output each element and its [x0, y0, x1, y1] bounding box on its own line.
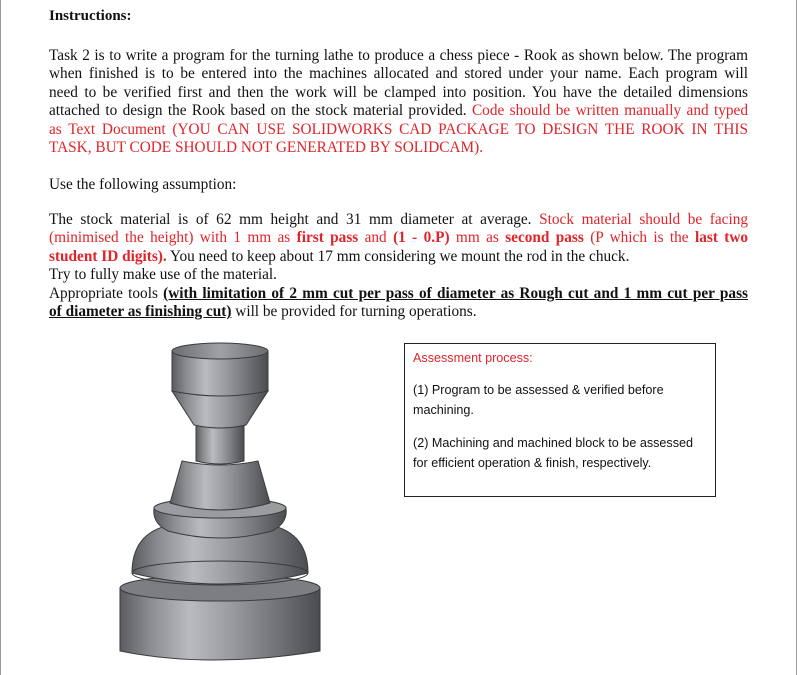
assessment-item-2-line-1: (2) Machining and machined block to be assessed	[413, 436, 694, 450]
stock-line-1-text: The stock material is of 62 mm height and 31 mm diameter at average.	[49, 211, 532, 228]
stock-line-3-text: You need to keep about 17 mm considering we mount the rod in the chuck.	[170, 247, 630, 265]
second-pass-label: second pass	[505, 229, 584, 247]
stock-line-5-text: Appropriate tools	[49, 284, 158, 302]
assessment-item-1	[413, 380, 707, 420]
last-two-label: last two	[694, 229, 749, 247]
stock-line-1	[49, 211, 748, 229]
task-line-4	[49, 102, 748, 120]
stock-line-2-a: (minimised the height) with 1 mm as	[49, 229, 291, 247]
stock-line-4: Try to fully make use of the material.	[49, 266, 277, 284]
assessment-item-2	[413, 433, 707, 473]
assumption-intro	[49, 176, 748, 194]
stock-paragraph	[49, 211, 748, 321]
task-line-3: need to be verified first and then the work will be clamped into position. You have the detailed dimensions	[49, 83, 748, 101]
assessment-title: Assessment process:	[413, 351, 533, 365]
rook-chess-piece-image	[110, 333, 330, 668]
assessment-box	[404, 343, 716, 497]
stock-line-2-b: and	[364, 229, 387, 247]
stock-line-3	[49, 248, 748, 266]
task-paragraph	[49, 47, 748, 157]
stock-line-2-d: (P which is the	[590, 229, 689, 247]
task-line-4-text: attached to design the Rook based on the stock material provided.	[49, 102, 467, 120]
assessment-item-2-line-2: for efficient operation & finish, respectively.	[413, 456, 652, 470]
student-id-digits: student ID digits).	[49, 247, 167, 265]
assessment-item-1-line-2: machining.	[413, 403, 474, 417]
assumption-intro-text: Use the following assumption:	[49, 176, 237, 193]
stock-line-2	[49, 229, 748, 247]
stock-line-6-text: will be provided for turning operations.	[235, 303, 477, 321]
second-pass-formula: (1 - 0.P)	[393, 229, 450, 247]
page-border-left	[0, 0, 1, 675]
stock-line-6	[49, 303, 748, 321]
stock-line-2-c: mm as	[455, 229, 499, 247]
task-line-4-red: Code should be written manually and typed	[471, 102, 748, 120]
instructions-heading: Instructions:	[49, 8, 132, 24]
task-line-2: when finished is to be entered into the machines allocated and stored under your name. Each program will	[49, 65, 748, 83]
stock-line-5	[49, 285, 748, 303]
task-line-5: as Text Document (YOU CAN USE SOLIDWORKS CAD PACKAGE TO DESIGN THE ROOK IN THIS	[49, 120, 748, 138]
tool-limitation-1: (with limitation of 2 mm cut per pass of diameter as Rough cut and 1 mm cut per pass	[163, 284, 748, 302]
first-pass-label: first pass	[296, 229, 359, 247]
task-line-6: TASK, BUT CODE SHOULD NOT GENERATED BY SOLIDCAM).	[49, 139, 484, 157]
stock-line-1-red: Stock material should be facing	[539, 211, 748, 228]
tool-limitation-2: of diameter as finishing cut)	[49, 303, 232, 321]
assessment-item-1-line-1: (1) Program to be assessed & verified before	[413, 383, 664, 397]
task-line-1: Task 2 is to write a program for the turning lathe to produce a chess piece - Rook as shown below. The program	[49, 47, 748, 64]
